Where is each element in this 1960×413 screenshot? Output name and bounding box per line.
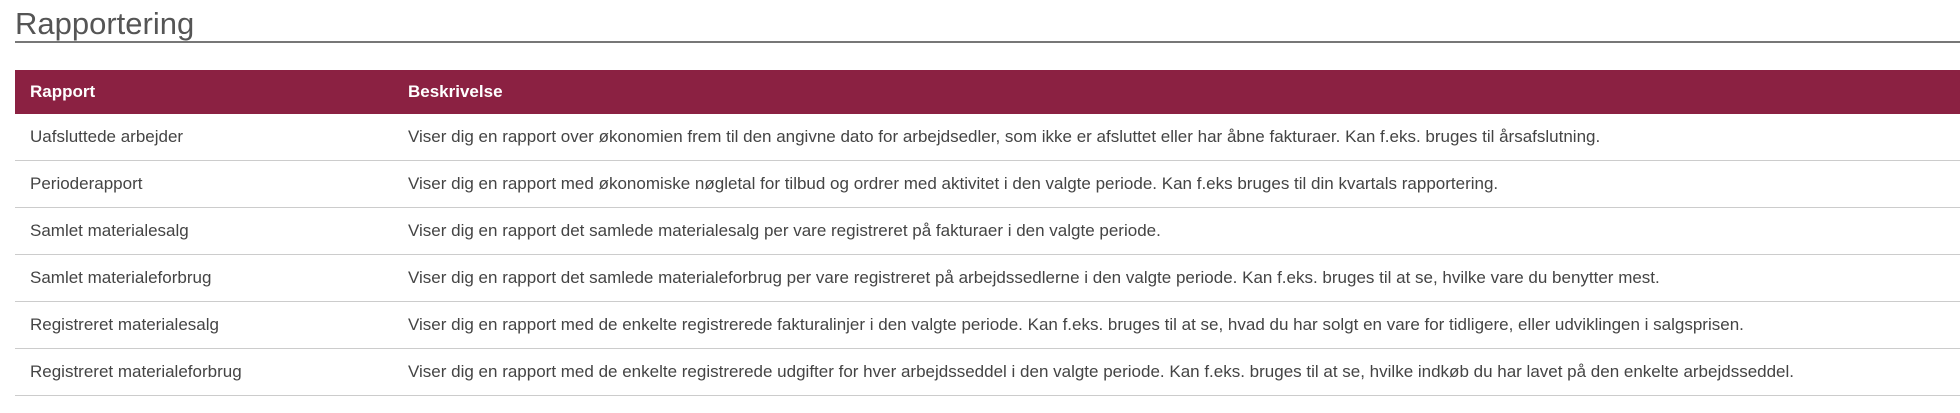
report-name-cell[interactable] (15, 302, 393, 349)
report-table (15, 70, 1960, 396)
report-name-cell[interactable] (15, 114, 393, 161)
report-name-cell[interactable] (15, 349, 393, 396)
report-name[interactable]: Samlet materialeforbrug (30, 268, 212, 287)
report-name[interactable]: Samlet materialesalg (30, 221, 189, 240)
report-description: Viser dig en rapport det samlede materialeforbrug per vare registreret på arbejdssedlerne i den valgte periode. Kan f.eks. bruges til at se, hvilke vare du benytter mest. (393, 255, 1960, 302)
report-name[interactable]: Registreret materialesalg (30, 315, 219, 334)
report-name[interactable]: Registreret materialeforbrug (30, 362, 242, 381)
table-row[interactable] (15, 208, 1960, 255)
report-name[interactable]: Perioderapport (30, 174, 143, 193)
column-header-beskrivelse: Beskrivelse (393, 70, 1960, 114)
table-row[interactable] (15, 349, 1960, 396)
column-header-rapport: Rapport (15, 70, 393, 114)
table-row[interactable] (15, 255, 1960, 302)
page-title: Rapportering (15, 6, 195, 41)
report-name[interactable]: Uafsluttede arbejder (30, 127, 184, 146)
report-page (15, 0, 1960, 396)
table-header-row (15, 70, 1960, 114)
report-name-cell[interactable] (15, 208, 393, 255)
report-description: Viser dig en rapport med de enkelte registrerede fakturalinjer i den valgte periode. Kan f.eks. bruges til at se, hvad du har solgt en vare for tidligere, eller udviklingen i salgsprisen. (393, 302, 1960, 349)
report-name-cell[interactable] (15, 255, 393, 302)
report-name-cell[interactable] (15, 161, 393, 208)
table-row[interactable] (15, 161, 1960, 208)
report-description: Viser dig en rapport med økonomiske nøgletal for tilbud og ordrer med aktivitet i den valgte periode. Kan f.eks bruges til din kvartals rapportering. (393, 161, 1960, 208)
report-description: Viser dig en rapport over økonomien frem til den angivne dato for arbejdsedler, som ikke er afsluttet eller har åbne fakturaer. Kan f.eks. bruges til årsafslutning. (393, 114, 1960, 161)
title-divider (15, 41, 1960, 43)
report-description: Viser dig en rapport med de enkelte registrerede udgifter for hver arbejdsseddel i den valgte periode. Kan f.eks. bruges til at se, hvilke indkøb du har lavet på den enkelte arbejdsseddel. (393, 349, 1960, 396)
table-body (15, 114, 1960, 396)
table-row[interactable] (15, 302, 1960, 349)
table-header (15, 70, 1960, 114)
table-row[interactable] (15, 114, 1960, 161)
report-description: Viser dig en rapport det samlede materialesalg per vare registreret på fakturaer i den valgte periode. (393, 208, 1960, 255)
